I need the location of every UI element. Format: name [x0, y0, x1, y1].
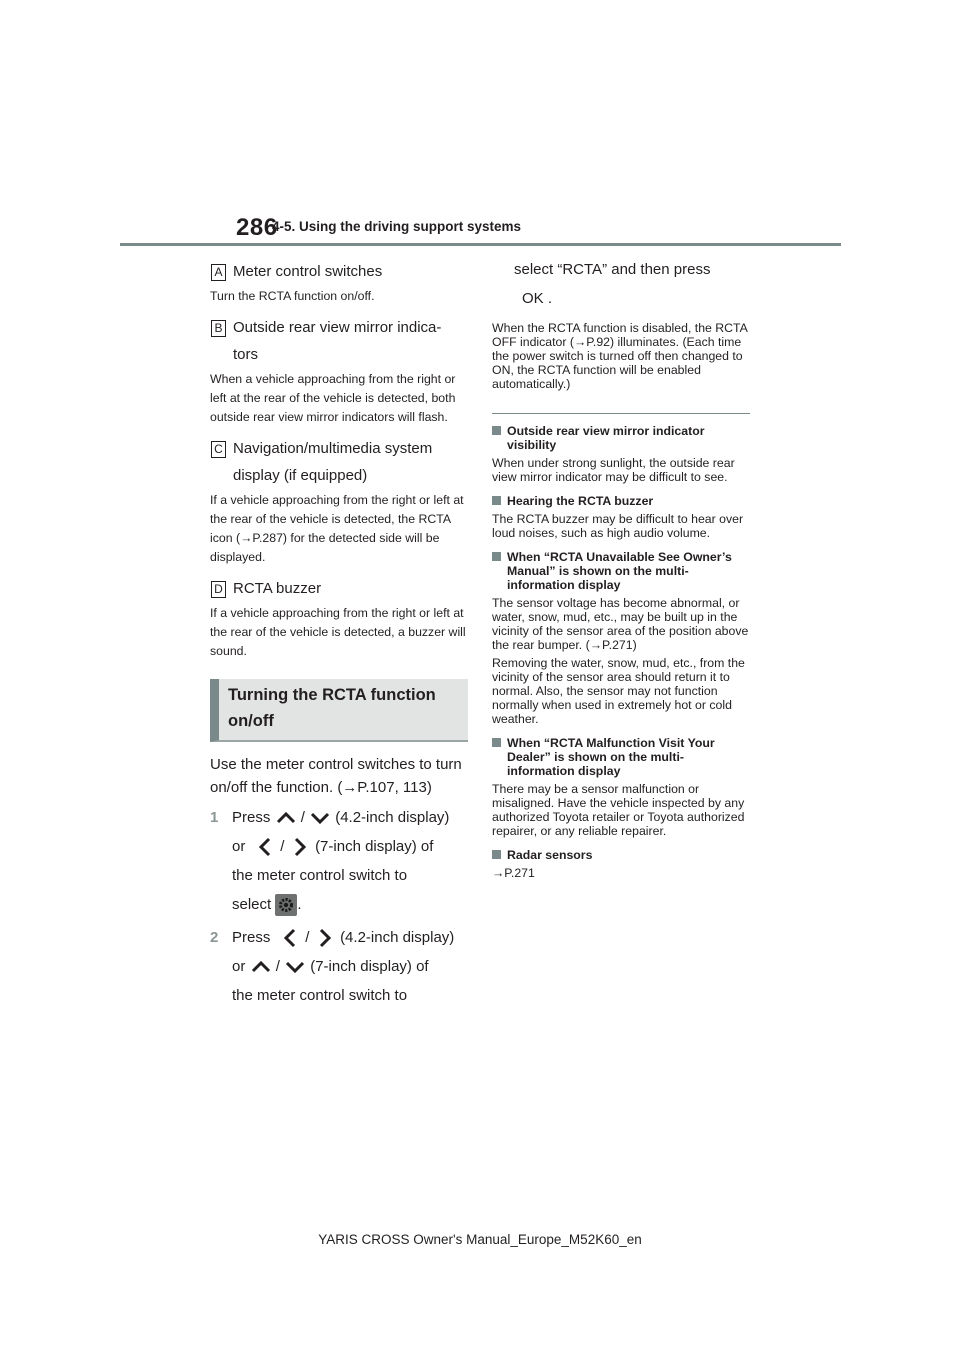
- item-title-cont: display (if equipped): [233, 467, 368, 484]
- right-column: [492, 255, 750, 880]
- divider: [492, 413, 750, 414]
- bullet-square-icon: [492, 552, 501, 561]
- chevron-up-icon: [250, 960, 272, 974]
- chevron-down-icon: [284, 960, 306, 974]
- section-title: 4-5. Using the driving support systems: [272, 219, 522, 234]
- step-number: 1: [210, 809, 219, 826]
- ok-button-symbol: OK: [522, 290, 544, 307]
- chevron-right-icon: [318, 927, 332, 949]
- step-2-continued: select “RCTA” and then press: [514, 261, 711, 278]
- note-title: When “RCTA Malfunction Visit Your Dealer” is shown on the multi-information display: [507, 736, 715, 778]
- item-title: Navigation/multimedia system: [233, 440, 433, 457]
- chevron-right-icon: [293, 836, 307, 858]
- item-d: [210, 575, 468, 661]
- step-2: 2 Press / (4.2-inch display) or / (7-inch display) of the meter control switch to: [210, 923, 468, 1010]
- page-number: 286: [236, 214, 278, 241]
- note-text: The RCTA buzzer may be difficult to hear over loud noises, such as high audio volume.: [492, 512, 744, 540]
- note-section: [492, 550, 750, 726]
- header-rule: [120, 243, 841, 246]
- item-title: Meter control switches: [233, 263, 383, 280]
- note-text: The sensor voltage has become abnormal, or water, snow, mud, etc., may be built up in the vicinity of the sensor area of the position above the rear bumper. (→P.271): [492, 596, 749, 652]
- step-1: 1 Press / (4.2-inch display) or / (7-inch display) of the meter control switch to select .: [210, 803, 468, 919]
- label-box-a: A: [211, 264, 226, 281]
- note-title: Radar sensors: [507, 848, 593, 862]
- item-title-cont: tors: [233, 346, 259, 363]
- item-description: When a vehicle approaching from the right or left at the rear of the vehicle is detected, both outside rear view mirror indicators will flash.: [210, 372, 456, 424]
- intro-text: Use the meter control switches to turn on/off the function. (→P.107, 113): [210, 756, 462, 796]
- note-section: [492, 424, 750, 484]
- note-title: When “RCTA Unavailable See Owner’s Manual” is shown on the multi-information display: [507, 550, 732, 592]
- note-section: [492, 736, 750, 838]
- label-box-b: B: [211, 320, 226, 337]
- left-column: [210, 255, 468, 1010]
- item-description: Turn the RCTA function on/off.: [210, 289, 375, 303]
- note-text: There may be a sensor malfunction or misaligned. Have the vehicle inspected by any authorized Toyota retailer or Toyota authorized repairer, or any reliable repairer.: [492, 782, 745, 838]
- note-title: Hearing the RCTA buzzer: [507, 494, 654, 508]
- label-box-c: C: [211, 441, 226, 458]
- chevron-left-icon: [258, 836, 272, 858]
- label-box-d: D: [211, 581, 226, 598]
- note-text: →P.271: [492, 866, 535, 880]
- note-title: Outside rear view mirror indicator visibility: [507, 424, 705, 452]
- item-description: If a vehicle approaching from the right or left at the rear of the vehicle is detected, a buzzer will sound.: [210, 606, 466, 658]
- chevron-up-icon: [275, 811, 297, 825]
- bullet-square-icon: [492, 426, 501, 435]
- settings-gear-icon: [275, 894, 297, 916]
- note-section: [492, 848, 750, 880]
- step-number: 2: [210, 929, 219, 946]
- chevron-left-icon: [283, 927, 297, 949]
- step-2-ok-line: OK .: [492, 284, 750, 313]
- section-heading: Turning the RCTA function on/off: [210, 679, 468, 742]
- note-text: When under strong sunlight, the outside rear view mirror indicator may be difficult to see.: [492, 456, 735, 484]
- bullet-square-icon: [492, 496, 501, 505]
- footer-text: YARIS CROSS Owner's Manual_Europe_M52K60_en: [318, 1232, 642, 1247]
- bullet-square-icon: [492, 850, 501, 859]
- item-a: [210, 258, 468, 306]
- item-description: If a vehicle approaching from the right or left at the rear of the vehicle is detected, the RCTA icon (→P.287) for the detected side will be displayed.: [210, 493, 464, 564]
- note-section: [492, 494, 750, 540]
- item-b: [210, 314, 468, 427]
- note-text-2: Removing the water, snow, mud, etc., from the vicinity of the sensor area should return it to normal. Also, the sensor may not function normally when used in extremely hot or cold weather.: [492, 656, 745, 726]
- item-c: [210, 435, 468, 567]
- chevron-down-icon: [309, 811, 331, 825]
- item-title: RCTA buzzer: [233, 580, 322, 597]
- item-title: Outside rear view mirror indica-: [233, 319, 442, 336]
- bullet-square-icon: [492, 738, 501, 747]
- disabled-note: When the RCTA function is disabled, the RCTA OFF indicator (→P.92) illuminates. (Each time the power switch is turned off then changed to ON, the RCTA function will be enabled automatically.): [492, 321, 748, 391]
